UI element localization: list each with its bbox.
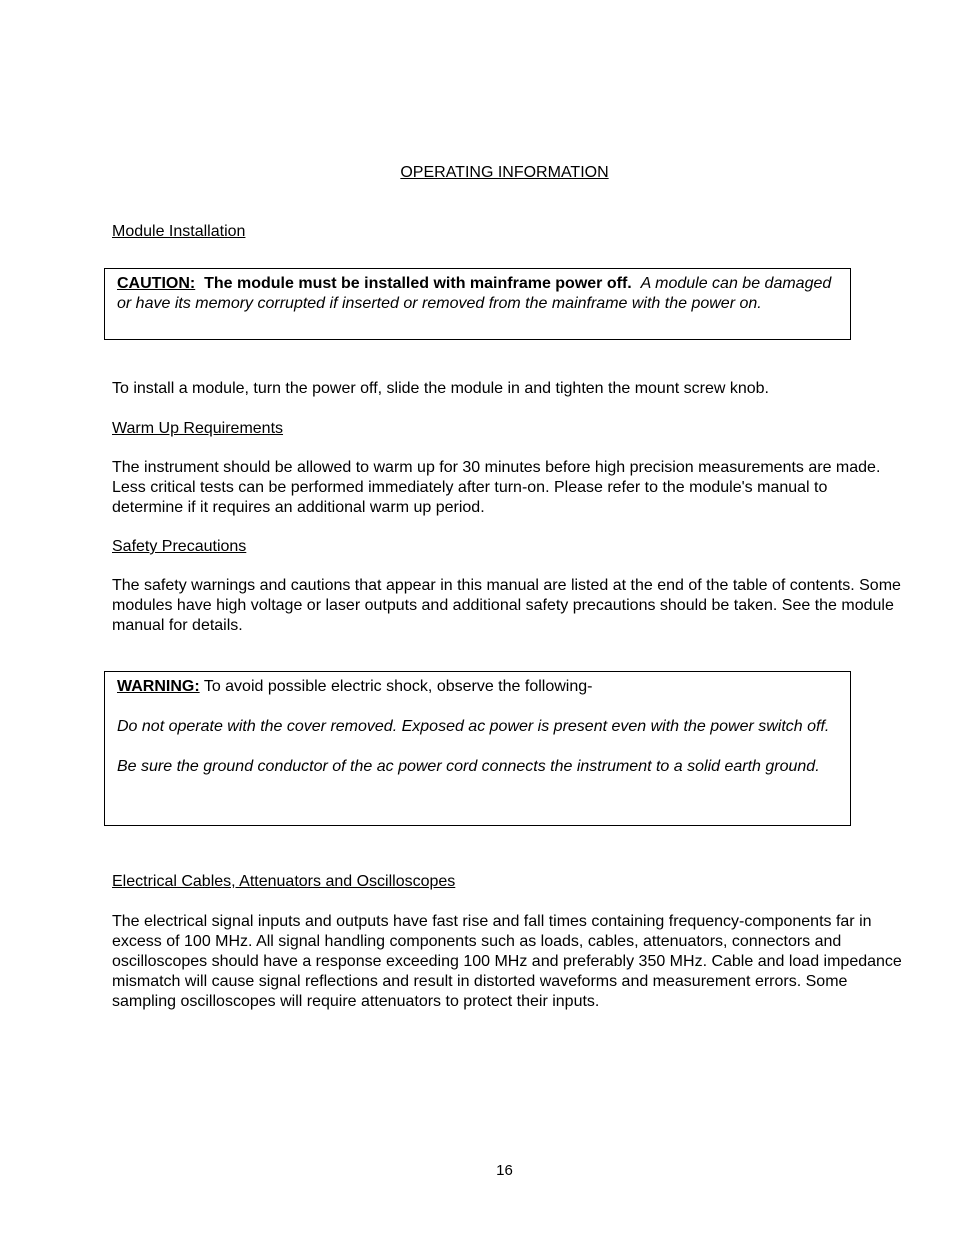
caution-italic-text: A module can be damaged or have its memory corrupted if inserted or removed from the mainframe with the power on. xyxy=(117,275,832,312)
module-installation-body: To install a module, turn the power off, slide the module in and tighten the mount screw knob. xyxy=(112,380,769,397)
warm-up-body: The instrument should be allowed to warm up for 30 minutes before high precision measurements are made. Less critical tests can be performed immediately after turn-on. Please refer to the module's manual to determine if it requires an additional warm up period. xyxy=(112,459,881,516)
warm-up-heading: Warm Up Requirements xyxy=(112,420,284,437)
cables-heading: Electrical Cables, Attenuators and Oscilloscopes xyxy=(112,873,456,890)
cables-body: The electrical signal inputs and outputs have fast rise and fall times containing frequency-components far in excess of 100 MHz. All signal handling components such as loads, cables, attenuators, connectors and oscilloscopes should have a response exceeding 100 MHz and preferably 350 MHz. Cable and load impedance mismatch will cause signal reflections and result in distorted waveforms and measurement errors. Some sampling oscilloscopes will require attenuators to protect their inputs. xyxy=(112,913,902,1010)
safety-body: The safety warnings and cautions that appear in this manual are listed at the end of the table of contents. Some modules have high voltage or laser outputs and additional safety precautions should be taken. See the module manual for details. xyxy=(112,577,901,634)
warning-item-cover: Do not operate with the cover removed. Exposed ac power is present even with the power switch off. xyxy=(117,718,830,735)
warning-text: To avoid possible electric shock, observe the following- xyxy=(203,678,593,695)
page-title: OPERATING INFORMATION xyxy=(400,164,609,181)
warning-box xyxy=(104,671,851,826)
safety-heading: Safety Precautions xyxy=(112,538,247,555)
warning-item-ground: Be sure the ground conductor of the ac power cord connects the instrument to a solid earth ground. xyxy=(117,758,820,775)
module-installation-heading: Module Installation xyxy=(112,223,246,240)
caution-bold-text: The module must be installed with mainframe power off. xyxy=(204,275,632,292)
page-number: 16 xyxy=(496,1162,513,1179)
caution-label: CAUTION: xyxy=(117,275,196,292)
caution-box xyxy=(104,268,851,340)
warning-label: WARNING: xyxy=(117,678,200,695)
